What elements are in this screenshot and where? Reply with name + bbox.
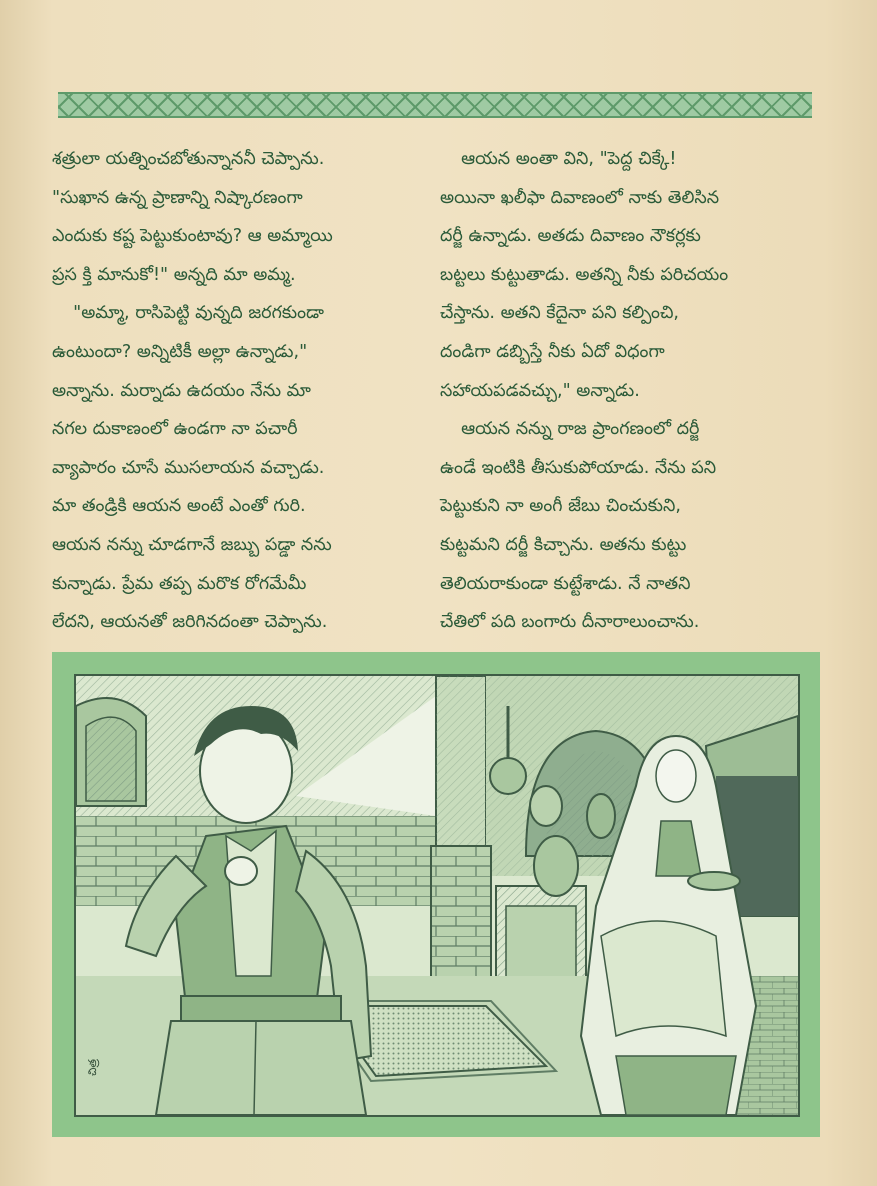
paragraph: శత్రులా యత్నించబోతున్నాననీ చెప్పాను. "సుఖాన ఉన్న ప్రాణాన్ని నిష్కారణంగా ఎందుకు కష్ట పెట్టుకుంటావు? ఆ అమ్మాయి ప్రస క్తి మానుకో!" అన్నది మా అమ్మ. bbox=[52, 149, 333, 285]
decorative-border bbox=[58, 92, 812, 118]
right-text-column bbox=[440, 140, 812, 642]
illustration-drawing bbox=[76, 676, 798, 1115]
story-illustration bbox=[74, 674, 800, 1117]
paragraph: ఆయన నన్ను రాజ ప్రాంగణంలో దర్జీ ఉండే ఇంటికి తీసుకుపోయాడు. నేను పని పెట్టుకుని నా అంగీ జేబు చించుకుని, కుట్టమని దర్జీ కిచ్చాను. అతను కుట్టు తెలియరాకుండా కుట్టేశాడు. నే నాతని చేతిలో పది బంగారు దీనారాలుంచాను. bbox=[440, 419, 717, 633]
paragraph: "అమ్మా, రాసిపెట్టి వున్నది జరగకుండా ఉంటుందా? అన్నిటికీ అల్లా ఉన్నాడు," అన్నాను. మర్నాడు ఉదయం నేను మా నగల దుకాణంలో ఉండగా నా పచారీ వ్యాపారం చూసే ముసలాయన వచ్చాడు. మా తండ్రికి ఆయన అంటే ఎంతో గురి. ఆయన నన్ను చూడగానే జబ్బు పడ్డా నను కున్నాడు. ప్రేమ తప్ప మరొక రోగమేమీ లేదని, ఆయనతో జరిగినదంతా చెప్పాను. bbox=[52, 303, 332, 633]
left-text-column bbox=[52, 140, 422, 642]
paragraph: ఆయన అంతా విని, "పెద్ద చిక్కే! అయినా ఖలీఫా దివాణంలో నాకు తెలిసిన దర్జీ ఉన్నాడు. అతడు దివాణం నౌకర్లకు బట్టలు కుట్టుతాడు. అతన్ని నీకు పరిచయం చేస్తాను. అతని కేదైనా పని కల్పించి, దండిగా డబ్బిస్తే నీకు ఏదో విధంగా సహాయపడవచ్చు," అన్నాడు. bbox=[440, 149, 729, 401]
illustration-frame bbox=[52, 652, 820, 1137]
artist-signature: చిత్ర bbox=[86, 1059, 99, 1076]
